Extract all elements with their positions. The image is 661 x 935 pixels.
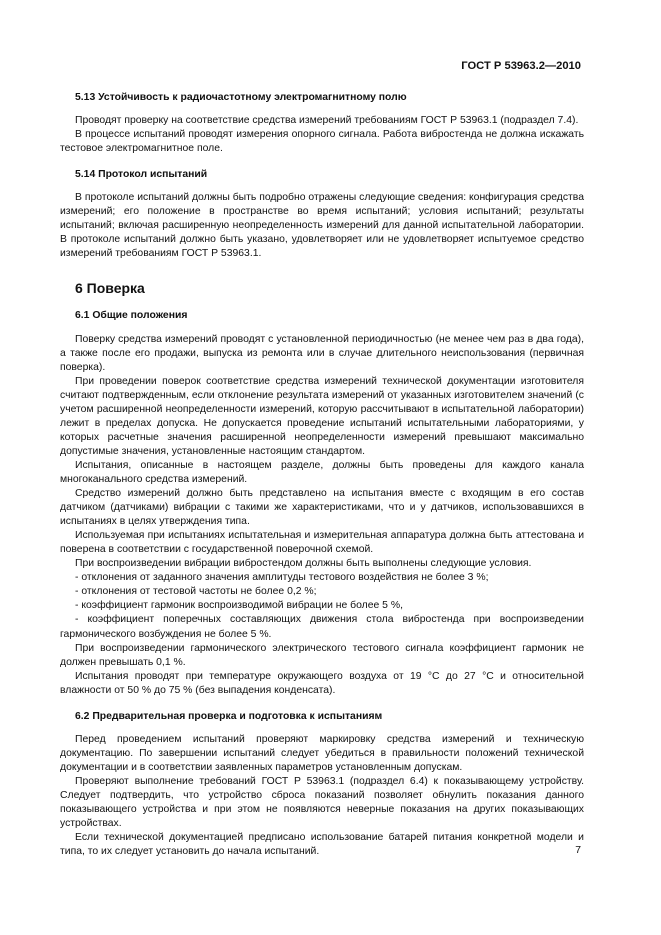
list-item: - коэффициент поперечных составляющих движения стола вибростенда при воспроизведении гармонического возбуждения не более 5 %. (60, 614, 584, 640)
list-item: - отклонения от тестовой частоты не более 0,2 %; (75, 586, 317, 598)
document-code-header: ГОСТ Р 53963.2—2010 (461, 60, 581, 72)
section-5-14-title: 5.14 Протокол испытаний (75, 169, 208, 181)
document-body (60, 91, 584, 859)
paragraph: Поверку средства измерений проводят с установленной периодичностью (не менее чем раз в два года), а также после его продажи, выпуска из ремонта или в случае длительного неиспользования (первичная поверка). (60, 333, 584, 373)
paragraph: Если технической документацией предписано использование батарей питания конкретной модели и типа, то их следует установить до начала испытаний. (60, 832, 584, 858)
paragraph: Используемая при испытаниях испытательная и измерительная аппаратура должна быть аттестована и поверена в соответствии с государственной поверочной схемой. (60, 530, 584, 556)
list-item: - коэффициент гармоник воспроизводимой вибрации не более 5 %, (75, 600, 403, 612)
paragraph: В процессе испытаний проводят измерения опорного сигнала. Работа вибростенда не должна искажать тестовое электромагнитное поле. (60, 129, 584, 155)
section-6-1-title: 6.1 Общие положения (75, 310, 188, 322)
paragraph: При проведении поверок соответствие средства измерений технической документации изготовителя считают подтвержденным, если отклонение результата измерений от указанных изготовителем значений (с учетом расширенной неопределенности измерений, которую рассчитывают в испытательной лаборатории) лежит в пределах допуска. Не допускается проведение испытаний испытательными лабораториями, у которых расчетные значения расширенной неопределенности измерений превышают максимально допустимые значения, установленные настоящим стандартом. (60, 375, 584, 457)
section-6-2-title: 6.2 Предварительная проверка и подготовка к испытаниям (75, 710, 383, 722)
paragraph: Перед проведением испытаний проверяют маркировку средства измерений и техническую документацию. По завершении испытаний следует убедиться в правильности положений технической документации и в соответствии заявленных параметров установленным допускам. (60, 733, 584, 773)
paragraph: Испытания, описанные в настоящем разделе, должны быть проведены для каждого канала многоканального средства измерений. (60, 459, 584, 485)
section-5-13-title: 5.13 Устойчивость к радиочастотному электромагнитному полю (75, 92, 407, 103)
paragraph: При воспроизведении гармонического электрического тестового сигнала коэффициент гармоник не должен превышать 0,1 %. (60, 642, 584, 668)
paragraph: Средство измерений должно быть представлено на испытания вместе с входящим в его состав датчиком (датчиками) вибрации с такими же характеристиками, что и у датчиков, использовавшихся в испытаниях в целях утверждения типа. (60, 488, 584, 528)
page-number: 7 (575, 845, 581, 856)
paragraph: При воспроизведении вибрации вибростендом должны быть выполнены следующие условия. (75, 558, 532, 570)
paragraph: В протоколе испытаний должны быть подробно отражены следующие сведения: конфигурация средства измерений; его положение в пространстве во время испытаний; условия испытаний; результаты испытаний; включая расширенную неопределенность измерений для данной испытательной лаборатории. В протоколе испытаний должно быть указано, удовлетворяет или не удовлетворяет испытуемое средство измерений требованиям ГОСТ Р 53963.1. (60, 192, 584, 260)
paragraph: Проверяют выполнение требований ГОСТ Р 53963.1 (подраздел 6.4) к показывающему устройству. Следует подтвердить, что устройство сброса показаний позволяет обнулить показания данного показывающего устройства и при этом не появляются неверные показания на других показывающих устройствах. (60, 775, 584, 830)
paragraph: Проводят проверку на соответствие средства измерений требованиям ГОСТ Р 53963.1 (подраздел 7.4). (75, 115, 579, 127)
section-6-title: 6 Поверка (75, 280, 145, 297)
paragraph: Испытания проводят при температуре окружающего воздуха от 19 °С до 27 °С и относительной влажности от 50 % до 75 % (без выпадения конденсата). (60, 670, 584, 696)
list-item: - отклонения от заданного значения амплитуды тестового воздействия не более 3 %; (75, 572, 489, 584)
